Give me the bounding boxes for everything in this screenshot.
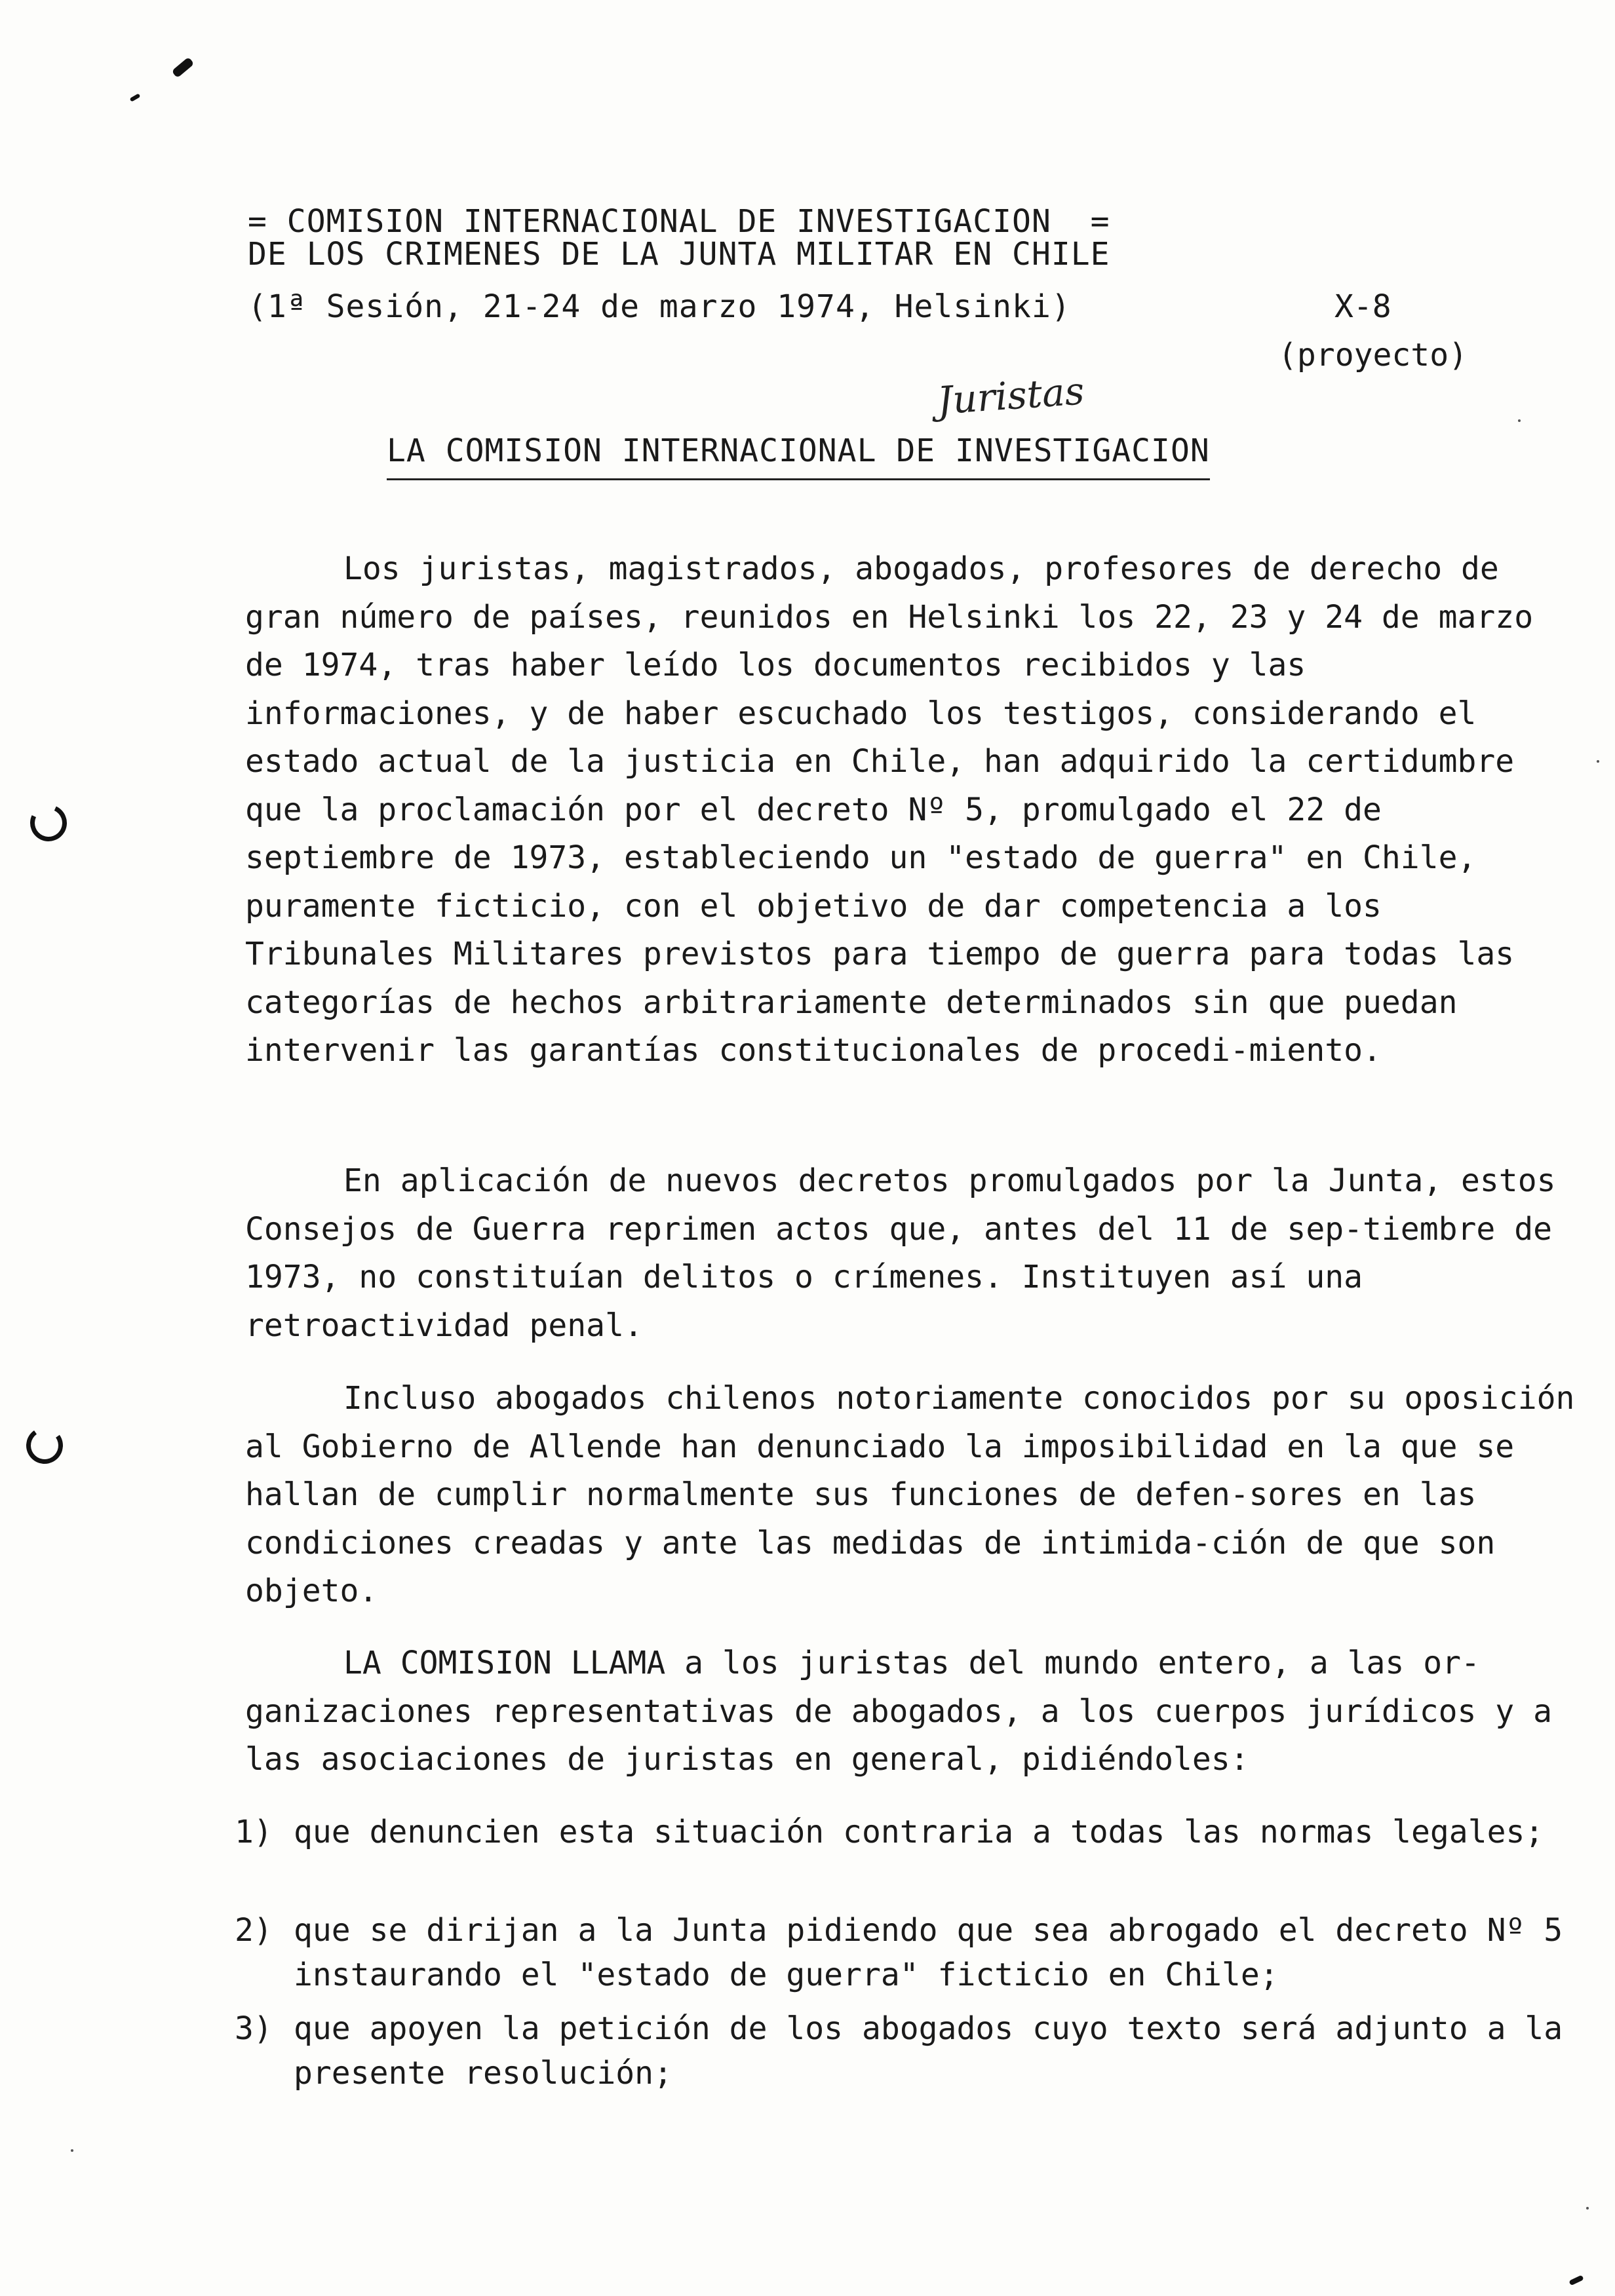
list-item bbox=[235, 1810, 1585, 1854]
paper-speck bbox=[71, 2149, 73, 2152]
document-code: X-8 bbox=[1334, 288, 1391, 325]
ink-mark-small bbox=[130, 93, 141, 102]
paragraph-1-text: Los juristas, magistrados, abogados, profesores de derecho de gran número de países, reunidos en Helsinki los 22, 23 y 24 de marzo de 1974, tras haber leído los documentos recibidos y las informaciones, y de haber escuchado los testigos, considerando el estado actual de la justicia en Chile, han adquirido la certidumbre que la proclamación por el decreto Nº 5, promulgado el 22 de septiembre de 1973, estableciendo un "estado de guerra" en Chile, puramente ficticio, con el objetivo de dar competencia a los Tribunales Militares previstos para tiempo de guerra para todas las categorías de hechos arbitrariamente determinados sin que puedan intervenir las garantías constitucionales de procedi-miento. bbox=[245, 550, 1534, 1069]
list-item-text: que se dirijan a la Junta pidiendo que sea abrogado el decreto Nº 5 instaurando el "estado de guerra" ficticio en Chile; bbox=[294, 1912, 1563, 1993]
paper-speck bbox=[1586, 2207, 1589, 2210]
punch-hole-icon bbox=[24, 1425, 66, 1467]
list-item-text: que denuncien esta situación contraria a todas las normas legales; bbox=[294, 1814, 1544, 1850]
handwritten-note: Juristas bbox=[935, 368, 1086, 423]
list-item-number: 2) bbox=[235, 1912, 273, 1949]
paper-speck bbox=[1518, 419, 1521, 422]
paragraph-1 bbox=[245, 545, 1582, 1075]
paragraph-2-text: En aplicación de nuevos decretos promulgados por la Junta, estos Consejos de Guerra reprimen actos que, antes del 11 de sep-tiembre de 1973, no constituían delitos o crímenes. Instituyen así una retroactividad penal. bbox=[245, 1162, 1556, 1344]
paragraph-2 bbox=[245, 1157, 1582, 1350]
header-line-2: DE LOS CRIMENES DE LA JUNTA MILITAR EN CHILE bbox=[248, 236, 1110, 273]
paragraph-4-text: LA COMISION LLAMA a los juristas del mundo entero, a las or-ganizaciones representativas de abogados, a los cuerpos jurídicos y a las asociaciones de juristas en general, pidiéndoles: bbox=[245, 1645, 1552, 1778]
paragraph-4 bbox=[245, 1639, 1582, 1784]
list-item-number: 3) bbox=[235, 2010, 273, 2047]
corner-mark bbox=[1568, 2275, 1584, 2286]
document-status: (proyecto) bbox=[1278, 337, 1468, 373]
header-line-3: (1ª Sesión, 21-24 de marzo 1974, Helsinki) bbox=[248, 288, 1071, 325]
list-item bbox=[235, 2006, 1585, 2095]
list-item bbox=[235, 1908, 1585, 1997]
paper-speck bbox=[1597, 760, 1599, 763]
list-item-text: que apoyen la petición de los abogados cuyo texto será adjunto a la presente resolución; bbox=[294, 2010, 1563, 2092]
paragraph-3-text: Incluso abogados chilenos notoriamente conocidos por su oposición al Gobierno de Allende han denunciado la imposibilidad en la que se hallan de cumplir normalmente sus funciones de defen-sores en las condiciones creadas y ante las medidas de intimida-ción de que son objeto. bbox=[245, 1380, 1575, 1609]
punch-hole-icon bbox=[25, 799, 72, 847]
paragraph-3 bbox=[245, 1375, 1582, 1616]
list-item-number: 1) bbox=[235, 1814, 273, 1850]
document-title: LA COMISION INTERNACIONAL DE INVESTIGACION bbox=[387, 432, 1210, 480]
ink-mark bbox=[171, 57, 194, 79]
header-line-1: = COMISION INTERNACIONAL DE INVESTIGACION = bbox=[248, 203, 1110, 240]
